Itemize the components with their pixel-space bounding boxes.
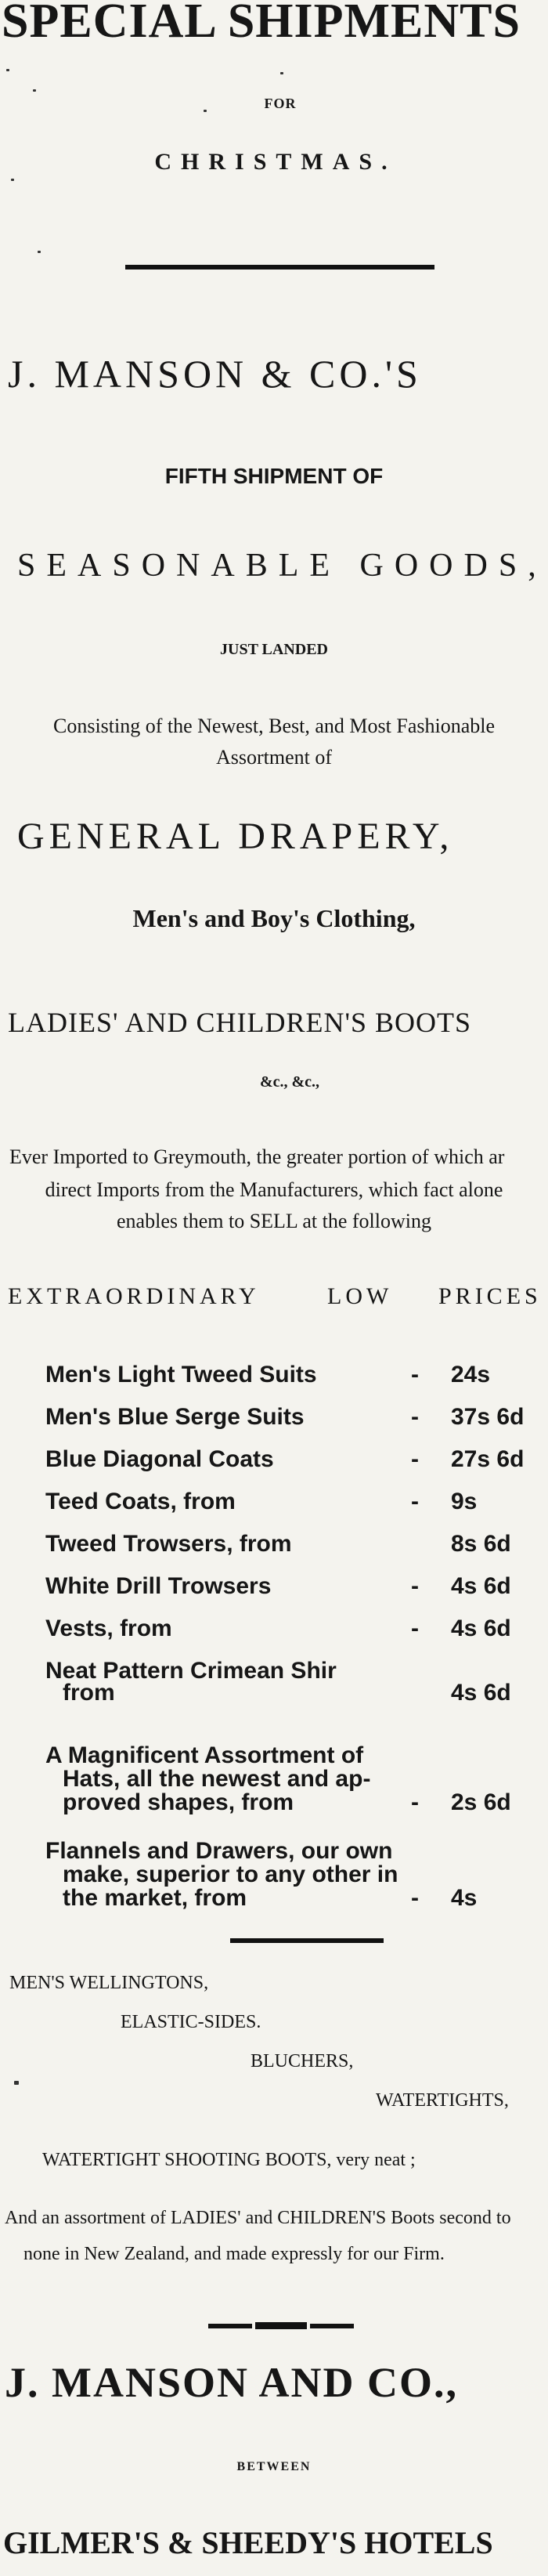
imports-line-3: enables them to SELL at the following xyxy=(117,1210,431,1232)
price-item: Teed Coats, from xyxy=(45,1489,236,1514)
price-dash: - xyxy=(411,1573,419,1599)
just-landed-text: JUST LANDED xyxy=(220,641,328,658)
price-item-line: the market, from xyxy=(63,1885,247,1911)
price-value: 4s 6d xyxy=(451,1615,511,1641)
mens-clothing-text: Men's and Boy's Clothing, xyxy=(132,904,416,932)
price-value: 27s 6d xyxy=(451,1446,525,1472)
divider-rule xyxy=(310,2324,354,2328)
imports-line-2: direct Imports from the Manufacturers, which fact alone xyxy=(45,1178,503,1201)
price-item-line: proved shapes, from xyxy=(63,1789,294,1815)
price-dash: - xyxy=(411,1789,419,1815)
price-item: White Drill Trowsers xyxy=(45,1573,272,1599)
divider-rule xyxy=(255,2322,307,2329)
shooting-boots-text: WATERTIGHT SHOOTING BOOTS, very neat ; xyxy=(42,2150,416,2170)
price-dash: - xyxy=(411,1362,419,1387)
price-item-line: Neat Pattern Crimean Shir xyxy=(45,1658,337,1684)
price-value: 4s 6d xyxy=(451,1573,511,1599)
print-speck xyxy=(14,2081,19,2085)
price-value: 2s 6d xyxy=(451,1789,511,1815)
for-text: FOR xyxy=(264,96,297,111)
print-speck xyxy=(280,72,283,74)
divider-rule xyxy=(125,265,434,270)
fifth-shipment-text: FIFTH SHIPMENT OF xyxy=(164,464,384,488)
ladies-boots-heading: LADIES' AND CHILDREN'S BOOTS xyxy=(8,1007,471,1038)
price-item: Men's Light Tweed Suits xyxy=(45,1362,317,1387)
divider-rule xyxy=(208,2324,252,2328)
price-value: 9s xyxy=(451,1489,478,1514)
price-value: 8s 6d xyxy=(451,1531,511,1557)
hotels-heading: GILMER'S & SHEEDY'S HOTELS xyxy=(3,2525,493,2560)
price-dash: - xyxy=(411,1885,419,1911)
price-dash: - xyxy=(411,1615,419,1641)
general-drapery-heading: GENERAL DRAPERY, xyxy=(17,816,454,857)
between-text: BETWEEN xyxy=(236,2460,312,2473)
special-shipments-heading: SPECIAL SHIPMENTS xyxy=(2,0,521,48)
price-value: 37s 6d xyxy=(451,1404,525,1430)
print-speck xyxy=(33,89,36,92)
price-item-line: A Magnificent Assortment of xyxy=(45,1742,364,1768)
firm-name-heading: J. MANSON & CO.'S xyxy=(8,352,422,396)
extraordinary-word: EXTRAORDINARY xyxy=(8,1283,260,1309)
assortment-line-2: none in New Zealand, and made expressly for our Firm. xyxy=(23,2244,445,2264)
price-dash: - xyxy=(411,1404,419,1430)
price-item-line: Hats, all the newest and ap- xyxy=(63,1766,371,1792)
price-item-line: Flannels and Drawers, our own xyxy=(45,1838,393,1864)
price-value: 4s 6d xyxy=(451,1680,511,1706)
consisting-line-1: Consisting of the Newest, Best, and Most Fashionable xyxy=(52,715,495,737)
seasonable-goods-heading: SEASONABLE GOODS, xyxy=(17,548,547,584)
imports-line-1: Ever Imported to Greymouth, the greater portion of which ar xyxy=(9,1145,505,1168)
divider-rule xyxy=(230,1938,384,1943)
prices-word: PRICES xyxy=(438,1283,542,1309)
print-speck xyxy=(38,251,41,253)
print-speck xyxy=(204,110,207,112)
christmas-heading: CHRISTMAS. xyxy=(154,149,397,175)
bluchers-text: BLUCHERS, xyxy=(251,2051,354,2071)
price-dash: - xyxy=(411,1489,419,1514)
price-item: Tweed Trowsers, from xyxy=(45,1531,292,1557)
price-value: 4s xyxy=(451,1885,478,1911)
assortment-line-1: And an assortment of LADIES' and CHILDREN'S Boots second to xyxy=(5,2208,511,2228)
footer-firm-name: J. MANSON AND CO., xyxy=(5,2359,459,2406)
print-speck xyxy=(11,179,14,181)
print-speck xyxy=(6,69,9,71)
price-dash: - xyxy=(411,1446,419,1472)
low-word: LOW xyxy=(327,1283,393,1309)
elastic-sides-text: ELASTIC-SIDES. xyxy=(121,2012,261,2032)
price-item: Men's Blue Serge Suits xyxy=(45,1404,305,1430)
price-value: 24s xyxy=(451,1362,491,1387)
wellingtons-text: MEN'S WELLINGTONS, xyxy=(9,1973,209,1993)
price-item: Vests, from xyxy=(45,1615,172,1641)
etc-text: &c., &c., xyxy=(259,1073,320,1091)
price-item-line: make, superior to any other in xyxy=(63,1861,398,1887)
price-item: Blue Diagonal Coats xyxy=(45,1446,274,1472)
watertights-text: WATERTIGHTS, xyxy=(376,2090,509,2111)
price-item-line: from xyxy=(63,1680,115,1706)
consisting-line-2: Assortment of xyxy=(215,746,333,769)
